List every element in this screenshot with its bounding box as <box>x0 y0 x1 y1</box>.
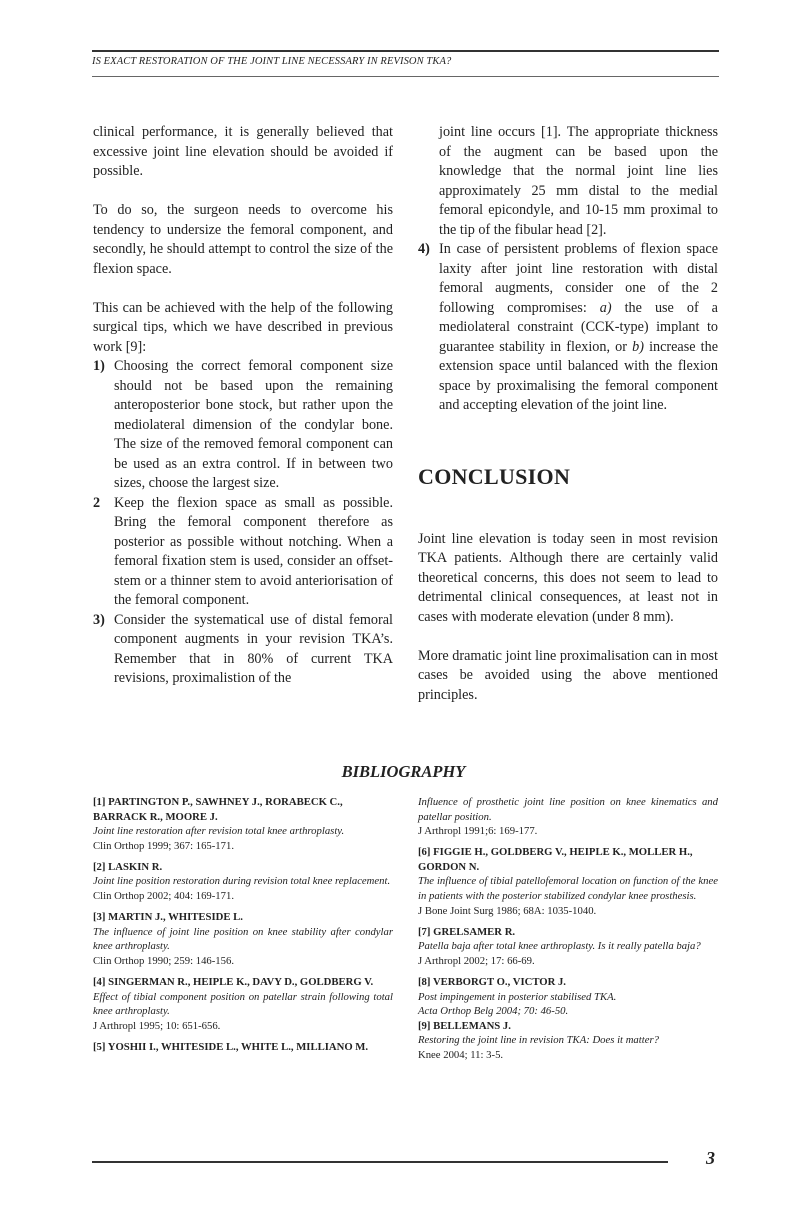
reference-title: Effect of tibial component position on patellar strain following total knee arthroplasty. <box>93 990 393 1018</box>
reference-title: Patella baja after total knee arthroplasty. Is it really patella baja? <box>418 940 701 953</box>
reference-source: Acta Orthop Belg 2004; 70: 46-50. <box>418 1005 569 1018</box>
list-item <box>93 611 393 689</box>
reference-source: J Arthropl 1995; 10: 651-656. <box>93 1019 221 1032</box>
reference <box>93 1040 393 1055</box>
reference-authors: [6] FIGGIE H., GOLDBERG V., HEIPLE K., MOLLER H., GORDON N. <box>418 846 693 873</box>
reference-source: J Arthropl 1991;6: 169-177. <box>418 825 538 838</box>
paragraph: Joint line elevation is today seen in most revision TKA patients. Although there are certainly valid theoretical concerns, this does not seem to lead to detrimental clinical consequences, at least not in cases with moderate elevation (under 8 mm). <box>418 530 718 625</box>
bibliography-left-column <box>93 795 393 1061</box>
list-number: 2 <box>93 494 101 511</box>
reference <box>418 795 718 839</box>
list-text: Consider the systematical use of distal femoral component augments in your revision TKA’s. Remember that in 80% of current TKA revisions, proximalistion of the <box>114 611 393 686</box>
reference-source: J Bone Joint Surg 1986; 68A: 1035-1040. <box>418 904 597 917</box>
paragraph: More dramatic joint line proximalisation can in most cases be avoided using the above mentioned principles. <box>418 647 718 703</box>
reference-authors: [9] BELLEMANS J. <box>418 1019 511 1032</box>
reference-title: Joint line position restoration during revision total knee replacement. <box>93 875 391 888</box>
reference-authors: [7] GRELSAMER R. <box>418 925 516 938</box>
reference <box>93 860 393 904</box>
reference-authors: [3] MARTIN J., WHITESIDE L. <box>93 911 243 924</box>
footer-rule <box>92 1161 668 1163</box>
reference-title: The influence of joint line position on knee stability after condylar knee arthroplasty. <box>93 925 393 953</box>
reference-title: Influence of prosthetic joint line position on knee kinematics and patellar position. <box>418 796 718 823</box>
reference-title: Post impingement in posterior stabilised TKA. <box>418 990 617 1003</box>
list-number: 4) <box>418 241 430 257</box>
list-item <box>93 357 393 494</box>
reference-title: Joint line restoration after revision total knee arthroplasty. <box>93 825 345 838</box>
reference <box>93 975 393 1033</box>
list-number: 1) <box>93 358 105 374</box>
section-title-conclusion: CONCLUSION <box>418 463 571 489</box>
reference-title: The influence of tibial patellofemoral location on function of the knee in patients with the posterior stabilized condylar knee prosthesis. <box>418 875 718 903</box>
bibliography-title: BIBLIOGRAPHY <box>341 762 466 781</box>
left-column <box>93 123 393 689</box>
running-header: IS EXACT RESTORATION OF THE JOINT LINE NECESSARY IN REVISON TKA? <box>92 56 452 67</box>
list-continuation: joint line occurs [1]. The appropriate thickness of the augment can be based upon the knowledge that the normal joint line lies approximately 25 mm distal to the medial femoral epicondyle, and 10-15 mm proximal to the tip of the fibular head [2]. <box>439 124 718 238</box>
reference <box>418 845 718 918</box>
list-item <box>418 240 718 416</box>
header-rule-bottom <box>92 76 719 77</box>
reference-authors: [2] LASKIN R. <box>93 860 163 873</box>
reference <box>418 1019 718 1063</box>
reference-authors: [1] PARTINGTON P., SAWHNEY J., RORABECK C., BARRACK R., MOORE J. <box>93 796 343 823</box>
reference-source: J Arthropl 2002; 17: 66-69. <box>418 954 535 967</box>
reference <box>418 925 718 969</box>
right-column <box>418 123 718 705</box>
reference-source: Clin Orthop 2002; 404: 169-171. <box>93 890 235 903</box>
reference-authors: [5] YOSHII I., WHITESIDE L., WHITE L., MILLIANO M. <box>93 1040 369 1053</box>
header-rule <box>92 50 719 52</box>
reference-title: Restoring the joint line in revision TKA: Does it matter? <box>418 1034 659 1047</box>
reference <box>418 975 718 1019</box>
page-number: 3 <box>706 1148 715 1168</box>
paragraph: clinical performance, it is generally believed that excessive joint line elevation should be avoided if possible. <box>93 124 393 179</box>
list-text: Choosing the correct femoral component size should not be based upon the remaining anteroposterior bone stock, but rather upon the mediolateral dimension of the condylar bone. The size of the removed femoral component can be used as an extra control. If in between two sizes, choose the largest size. <box>114 358 393 491</box>
reference <box>93 910 393 968</box>
paragraph: To do so, the surgeon needs to overcome his tendency to undersize the femoral component, and secondly, he should attempt to control the size of the flexion space. <box>93 202 393 277</box>
bibliography-right-column <box>418 795 718 1069</box>
reference-source: Clin Orthop 1990; 259: 146-156. <box>93 954 235 967</box>
reference-authors: [8] VERBORGT O., VICTOR J. <box>418 976 566 989</box>
list-item <box>93 494 393 611</box>
reference-source: Clin Orthop 1999; 367: 165-171. <box>93 839 235 852</box>
list-text: Keep the flexion space as small as possible. Bring the femoral component therefore as posterior as possible without notching. When a femoral fixation stem is used, consider an offset-stem or a thinner stem to avoid anteriorisation of the femoral component. <box>114 494 393 608</box>
reference-source: Knee 2004; 11: 3-5. <box>418 1049 504 1061</box>
list-text: In case of persistent problems of flexion space laxity after joint line restoration with distal femoral augments, consider one of the 2 following compromises: a) the use of a mediolateral constraint (CCK-type) implant to guarantee stability in flexion, or b) increase the extension space until balanced with the flexion space by proximalising the femoral component and accepting elevation of the joint line. <box>439 241 719 413</box>
reference <box>93 795 393 853</box>
paragraph: This can be achieved with the help of the following surgical tips, which we have described in previous work [9]: <box>93 299 393 355</box>
reference-authors: [4] SINGERMAN R., HEIPLE K., DAVY D., GOLDBERG V. <box>93 976 374 989</box>
list-number: 3) <box>93 611 105 628</box>
